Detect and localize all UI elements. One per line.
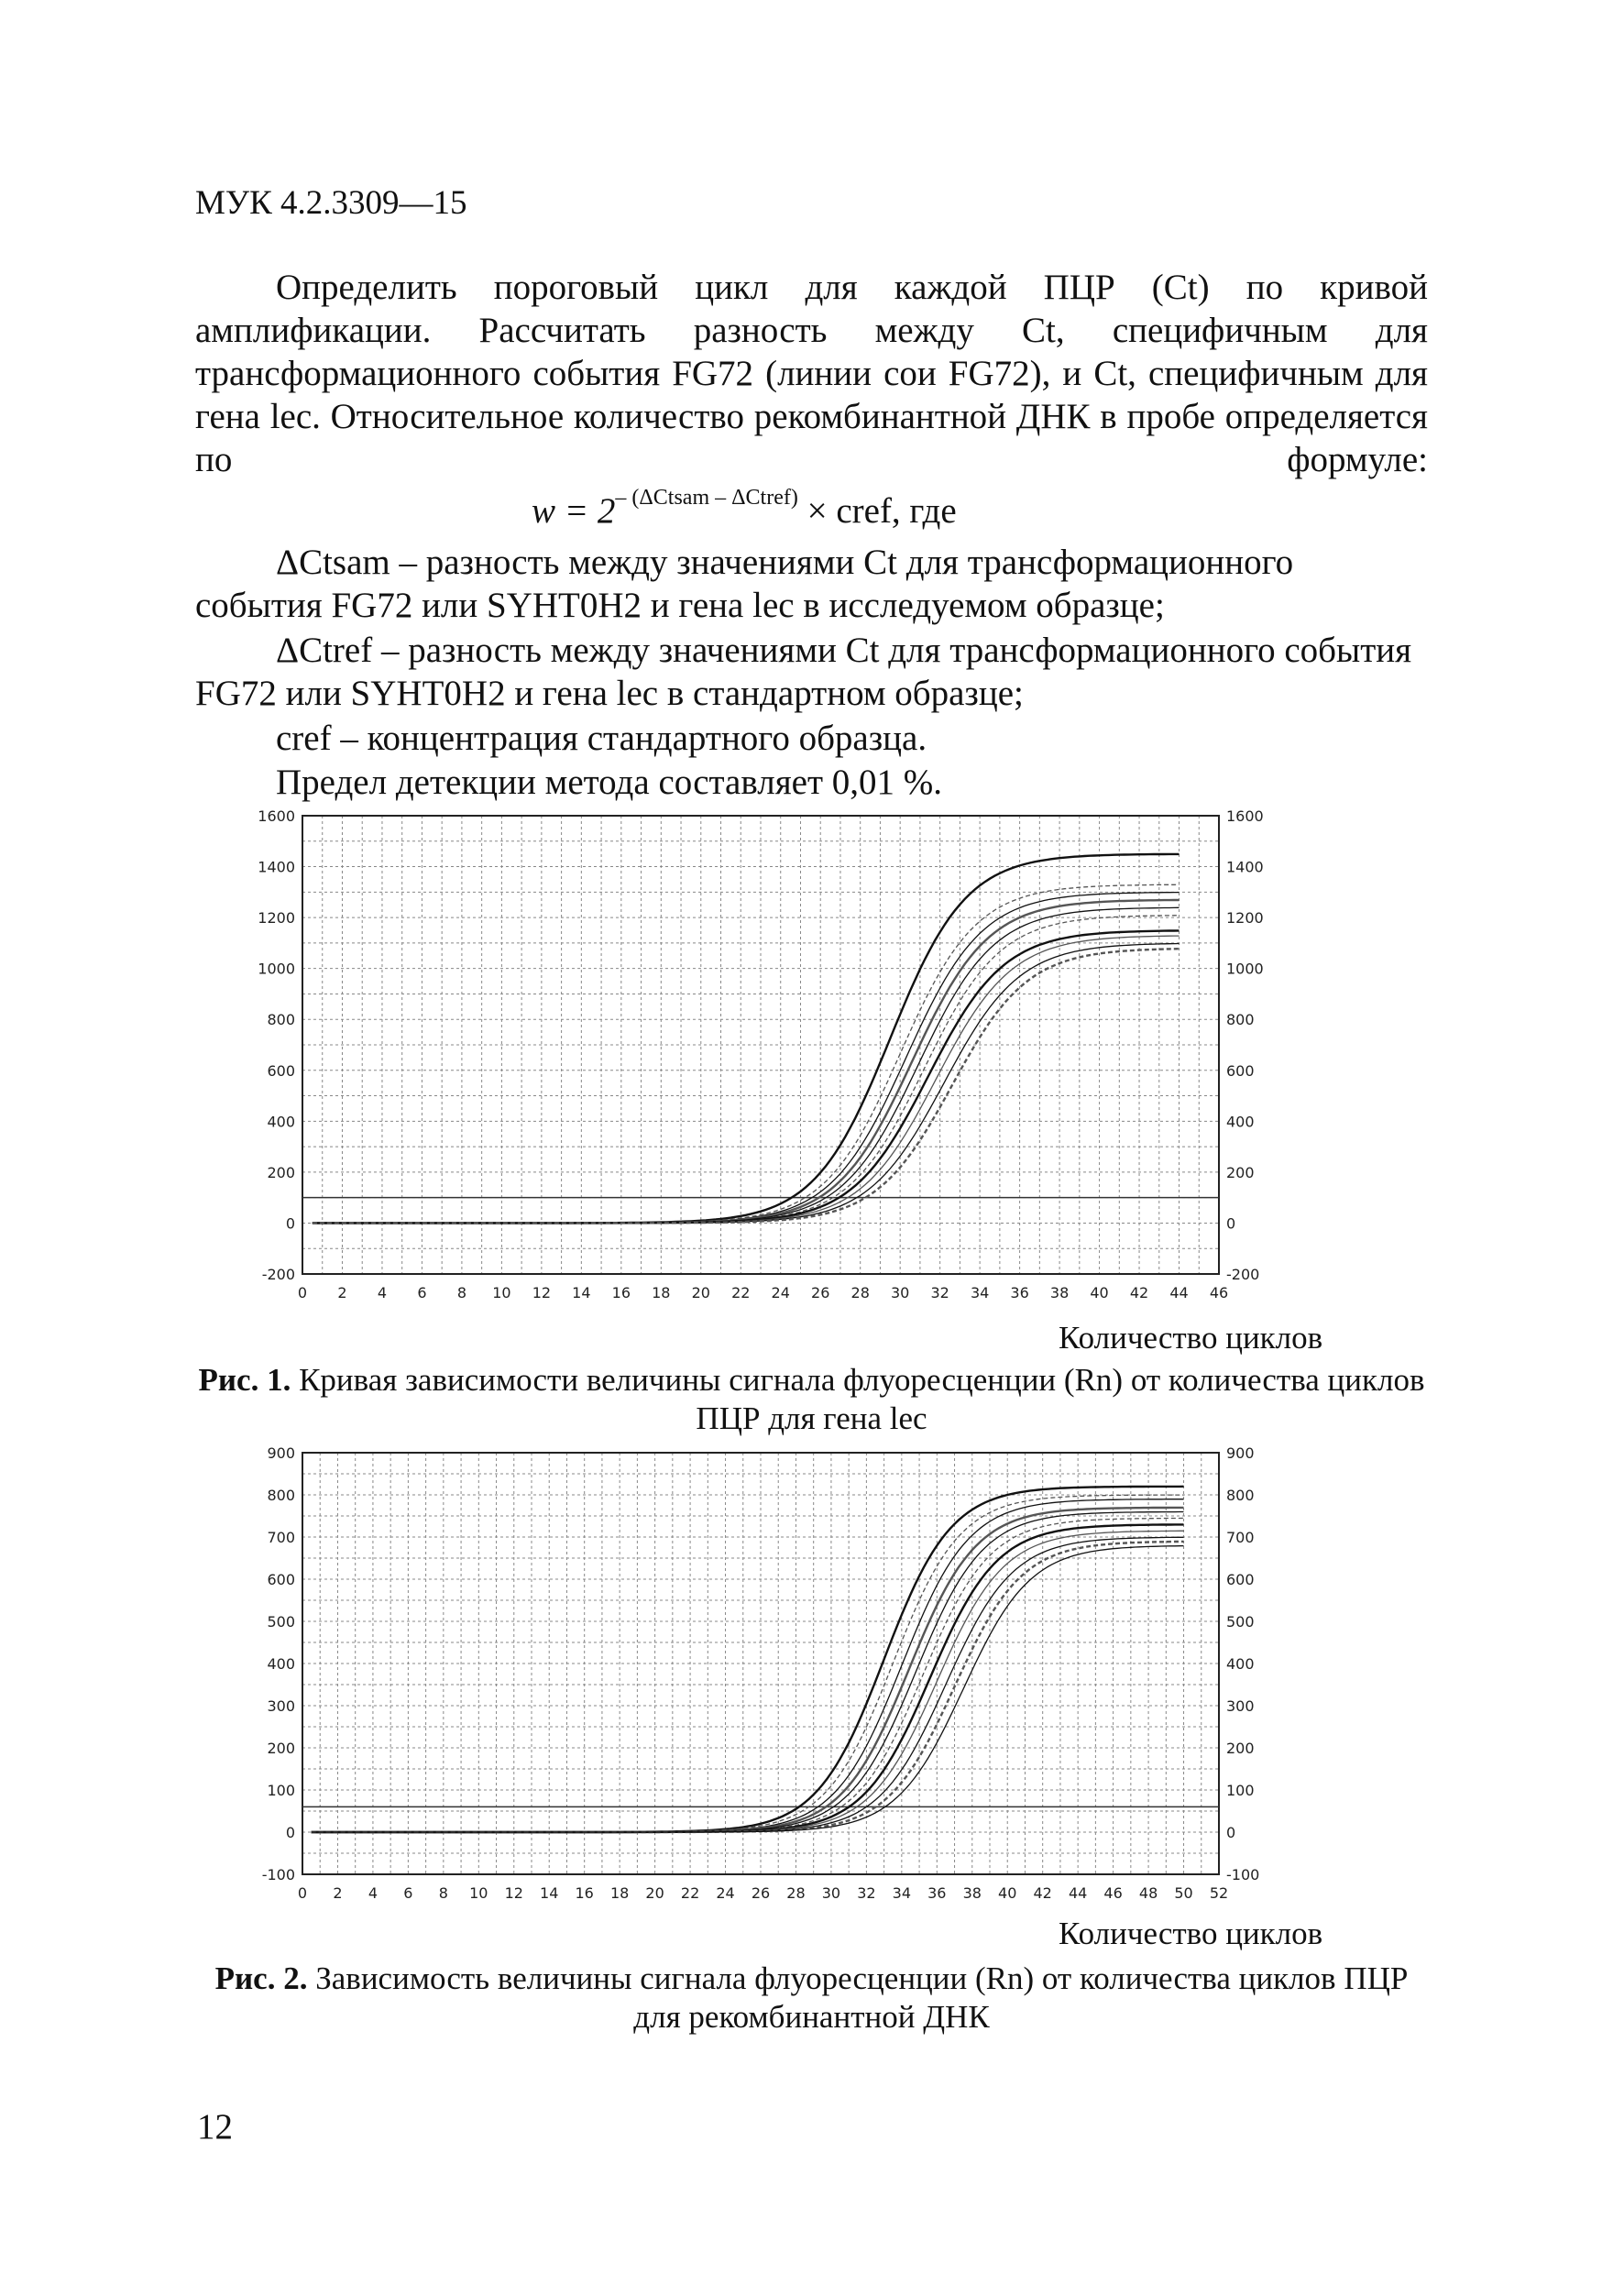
figure2-caption [195, 1960, 1428, 2037]
figure1-caption-text: Кривая зависимости величины сигнала флуоресценции (Rn) от количества циклов ПЦР для гена lec [291, 1362, 1425, 1436]
y-tick-label-left: -100 [261, 1866, 295, 1883]
x-tick-label: 0 [297, 1884, 308, 1902]
amplification-curve [312, 1542, 1184, 1832]
x-tick-label: 22 [680, 1884, 700, 1902]
running-header: МУК 4.2.3309—15 [195, 184, 467, 222]
figure1-caption [195, 1361, 1428, 1438]
amplification-curve [313, 930, 1180, 1223]
y-tick-label-right: 1400 [1226, 858, 1264, 876]
figure1-xlabel: Количество циклов [1059, 1320, 1323, 1356]
amplification-curve [313, 916, 1180, 1224]
y-tick-label-right: 0 [1226, 1214, 1236, 1233]
x-tick-label: 20 [691, 1284, 710, 1301]
x-tick-label: 36 [1010, 1284, 1029, 1301]
y-tick-label-left: 800 [267, 1011, 295, 1029]
amplification-curve [313, 907, 1180, 1223]
x-tick-label: 46 [1209, 1284, 1229, 1301]
x-tick-label: 8 [438, 1884, 448, 1902]
y-tick-label-right: 1200 [1226, 909, 1264, 928]
amplification-curve [313, 936, 1180, 1223]
x-tick-label: 2 [333, 1884, 343, 1902]
x-tick-label: 14 [540, 1884, 559, 1902]
y-tick-label-right: 600 [1226, 1061, 1255, 1080]
x-tick-label: 32 [857, 1884, 876, 1902]
formula [532, 486, 957, 532]
y-tick-label-left: 600 [267, 1571, 295, 1588]
y-tick-label-right: 300 [1226, 1697, 1255, 1715]
y-tick-label-left: 900 [267, 1444, 295, 1462]
figure1-caption-number: Рис. 1. [198, 1362, 291, 1398]
y-tick-label-left: 200 [267, 1740, 295, 1757]
y-tick-label-left: 100 [267, 1782, 295, 1799]
figure2-caption-number: Рис. 2. [214, 1960, 308, 1996]
x-tick-label: 4 [368, 1884, 379, 1902]
y-tick-label-right: -200 [1226, 1266, 1260, 1283]
y-tick-label-left: 1000 [258, 960, 295, 978]
x-tick-label: 16 [575, 1884, 594, 1902]
y-tick-label-right: 500 [1226, 1613, 1255, 1631]
x-tick-label: 30 [821, 1884, 841, 1902]
y-tick-label-left: 400 [267, 1113, 295, 1131]
x-tick-label: 50 [1174, 1884, 1193, 1902]
amplification-curve [312, 1487, 1184, 1832]
amplification-curve [313, 944, 1180, 1224]
x-tick-label: 10 [469, 1884, 488, 1902]
x-tick-label: 44 [1169, 1284, 1189, 1301]
y-tick-label-right: 900 [1226, 1444, 1255, 1462]
formula-main: w = 2 [532, 491, 616, 531]
y-tick-label-right: 400 [1226, 1113, 1255, 1131]
x-tick-label: 24 [716, 1884, 735, 1902]
y-tick-label-left: 0 [285, 1824, 295, 1841]
amplification-curve [312, 1518, 1184, 1832]
y-tick-label-left: 500 [267, 1613, 295, 1631]
paragraph-method: Определить пороговый цикл для каждой ПЦР (Ct) по кривой амплификации. Рассчитать разность между Ct, специфичным для трансформационного события FG72 (линии сои FG72), и Ct, специфичным для гена lec. Относительное количество рекомбинантной ДНК в пробе определяется по формуле: [195, 268, 1428, 479]
figure2-xlabel: Количество циклов [1059, 1916, 1323, 1951]
y-tick-label-left: 300 [267, 1697, 295, 1715]
y-tick-label-right: 200 [1226, 1740, 1255, 1757]
figure2-caption-text: Зависимость величины сигнала флуоресценции (Rn) от количества циклов ПЦР для рекомбинантной ДНК [307, 1960, 1409, 2035]
y-tick-label-right: 600 [1226, 1571, 1255, 1588]
y-tick-label-right: 1000 [1226, 960, 1264, 978]
page-number: 12 [197, 2107, 233, 2147]
amplification-curve [313, 854, 1180, 1224]
x-tick-label: 48 [1138, 1884, 1158, 1902]
x-tick-label: 28 [850, 1284, 870, 1301]
y-tick-label-right: 800 [1226, 1011, 1255, 1029]
x-tick-label: 38 [1049, 1284, 1070, 1301]
x-tick-label: 28 [786, 1884, 806, 1902]
x-tick-label: 20 [645, 1884, 664, 1902]
y-tick-label-right: 1600 [1226, 807, 1264, 825]
x-tick-label: 36 [927, 1884, 947, 1902]
y-tick-label-left: 1200 [258, 909, 295, 928]
y-tick-label-right: -100 [1226, 1866, 1260, 1883]
y-tick-label-right: 400 [1226, 1655, 1255, 1673]
x-tick-label: 18 [609, 1884, 630, 1902]
x-tick-label: 40 [1090, 1284, 1109, 1301]
x-tick-label: 32 [930, 1284, 949, 1301]
x-tick-label: 22 [731, 1284, 751, 1301]
x-tick-label: 42 [1129, 1284, 1149, 1301]
x-tick-label: 12 [504, 1884, 523, 1902]
definition-cref: cref – концентрация стандартного образца. [276, 719, 927, 758]
y-tick-label-left: 1400 [258, 858, 295, 876]
x-tick-label: 16 [611, 1284, 631, 1301]
figure2-chart [247, 1444, 1320, 1920]
x-tick-label: 24 [771, 1284, 790, 1301]
x-tick-label: 2 [337, 1284, 347, 1301]
x-tick-label: 44 [1068, 1884, 1088, 1902]
x-tick-label: 26 [751, 1884, 771, 1902]
x-tick-label: 0 [297, 1284, 308, 1301]
amplification-curve [312, 1546, 1184, 1832]
amplification-curve [312, 1512, 1184, 1833]
x-tick-label: 30 [890, 1284, 910, 1301]
x-tick-label: 34 [970, 1284, 990, 1301]
x-tick-label: 18 [652, 1284, 671, 1301]
x-tick-label: 26 [811, 1284, 830, 1301]
detection-limit: Предел детекции метода составляет 0,01 %. [276, 763, 943, 802]
figure1-chart [247, 807, 1320, 1320]
x-tick-label: 38 [962, 1884, 982, 1902]
y-tick-label-right: 700 [1226, 1529, 1255, 1546]
y-tick-label-left: 800 [267, 1487, 295, 1504]
formula-tail: × cref, где [797, 491, 957, 531]
x-tick-label: 52 [1209, 1884, 1229, 1902]
definition-ctsam: ΔCtsam – разность между значениями Ct для трансформационного события FG72 или SYHT0H2 и гена lec в исследуемом образце; [195, 543, 1294, 625]
x-tick-label: 40 [998, 1884, 1017, 1902]
figure1-svg [247, 807, 1320, 1320]
formula-exponent: – (ΔCtsam – ΔCtref) [615, 486, 798, 510]
definition-ctref: ΔCtref – разность между значениями Ct для трансформационного события FG72 или SYHT0H2 и гена lec в стандартном образце; [195, 631, 1412, 713]
y-tick-label-right: 200 [1226, 1163, 1255, 1181]
x-tick-label: 6 [403, 1884, 413, 1902]
amplification-curve [312, 1524, 1184, 1832]
x-tick-label: 46 [1103, 1884, 1123, 1902]
y-tick-label-left: 600 [267, 1061, 295, 1080]
x-tick-label: 14 [572, 1284, 591, 1301]
y-tick-label-left: 1600 [258, 807, 295, 825]
x-tick-label: 4 [377, 1284, 388, 1301]
x-tick-label: 6 [417, 1284, 427, 1301]
y-tick-label-left: 700 [267, 1529, 295, 1546]
y-tick-label-left: 0 [285, 1214, 295, 1233]
amplification-curve [313, 949, 1180, 1223]
figure2-svg [247, 1444, 1320, 1920]
y-tick-label-right: 0 [1226, 1824, 1236, 1841]
y-tick-label-right: 800 [1226, 1487, 1255, 1504]
x-tick-label: 10 [492, 1284, 511, 1301]
y-tick-label-right: 100 [1226, 1782, 1255, 1799]
y-tick-label-left: 400 [267, 1655, 295, 1673]
y-tick-label-left: -200 [261, 1266, 295, 1283]
x-tick-label: 12 [532, 1284, 552, 1301]
amplification-curve [312, 1531, 1184, 1832]
x-tick-label: 8 [456, 1284, 467, 1301]
amplification-curve [313, 900, 1180, 1223]
x-tick-label: 42 [1033, 1884, 1052, 1902]
x-tick-label: 34 [892, 1884, 912, 1902]
y-tick-label-left: 200 [267, 1163, 295, 1181]
